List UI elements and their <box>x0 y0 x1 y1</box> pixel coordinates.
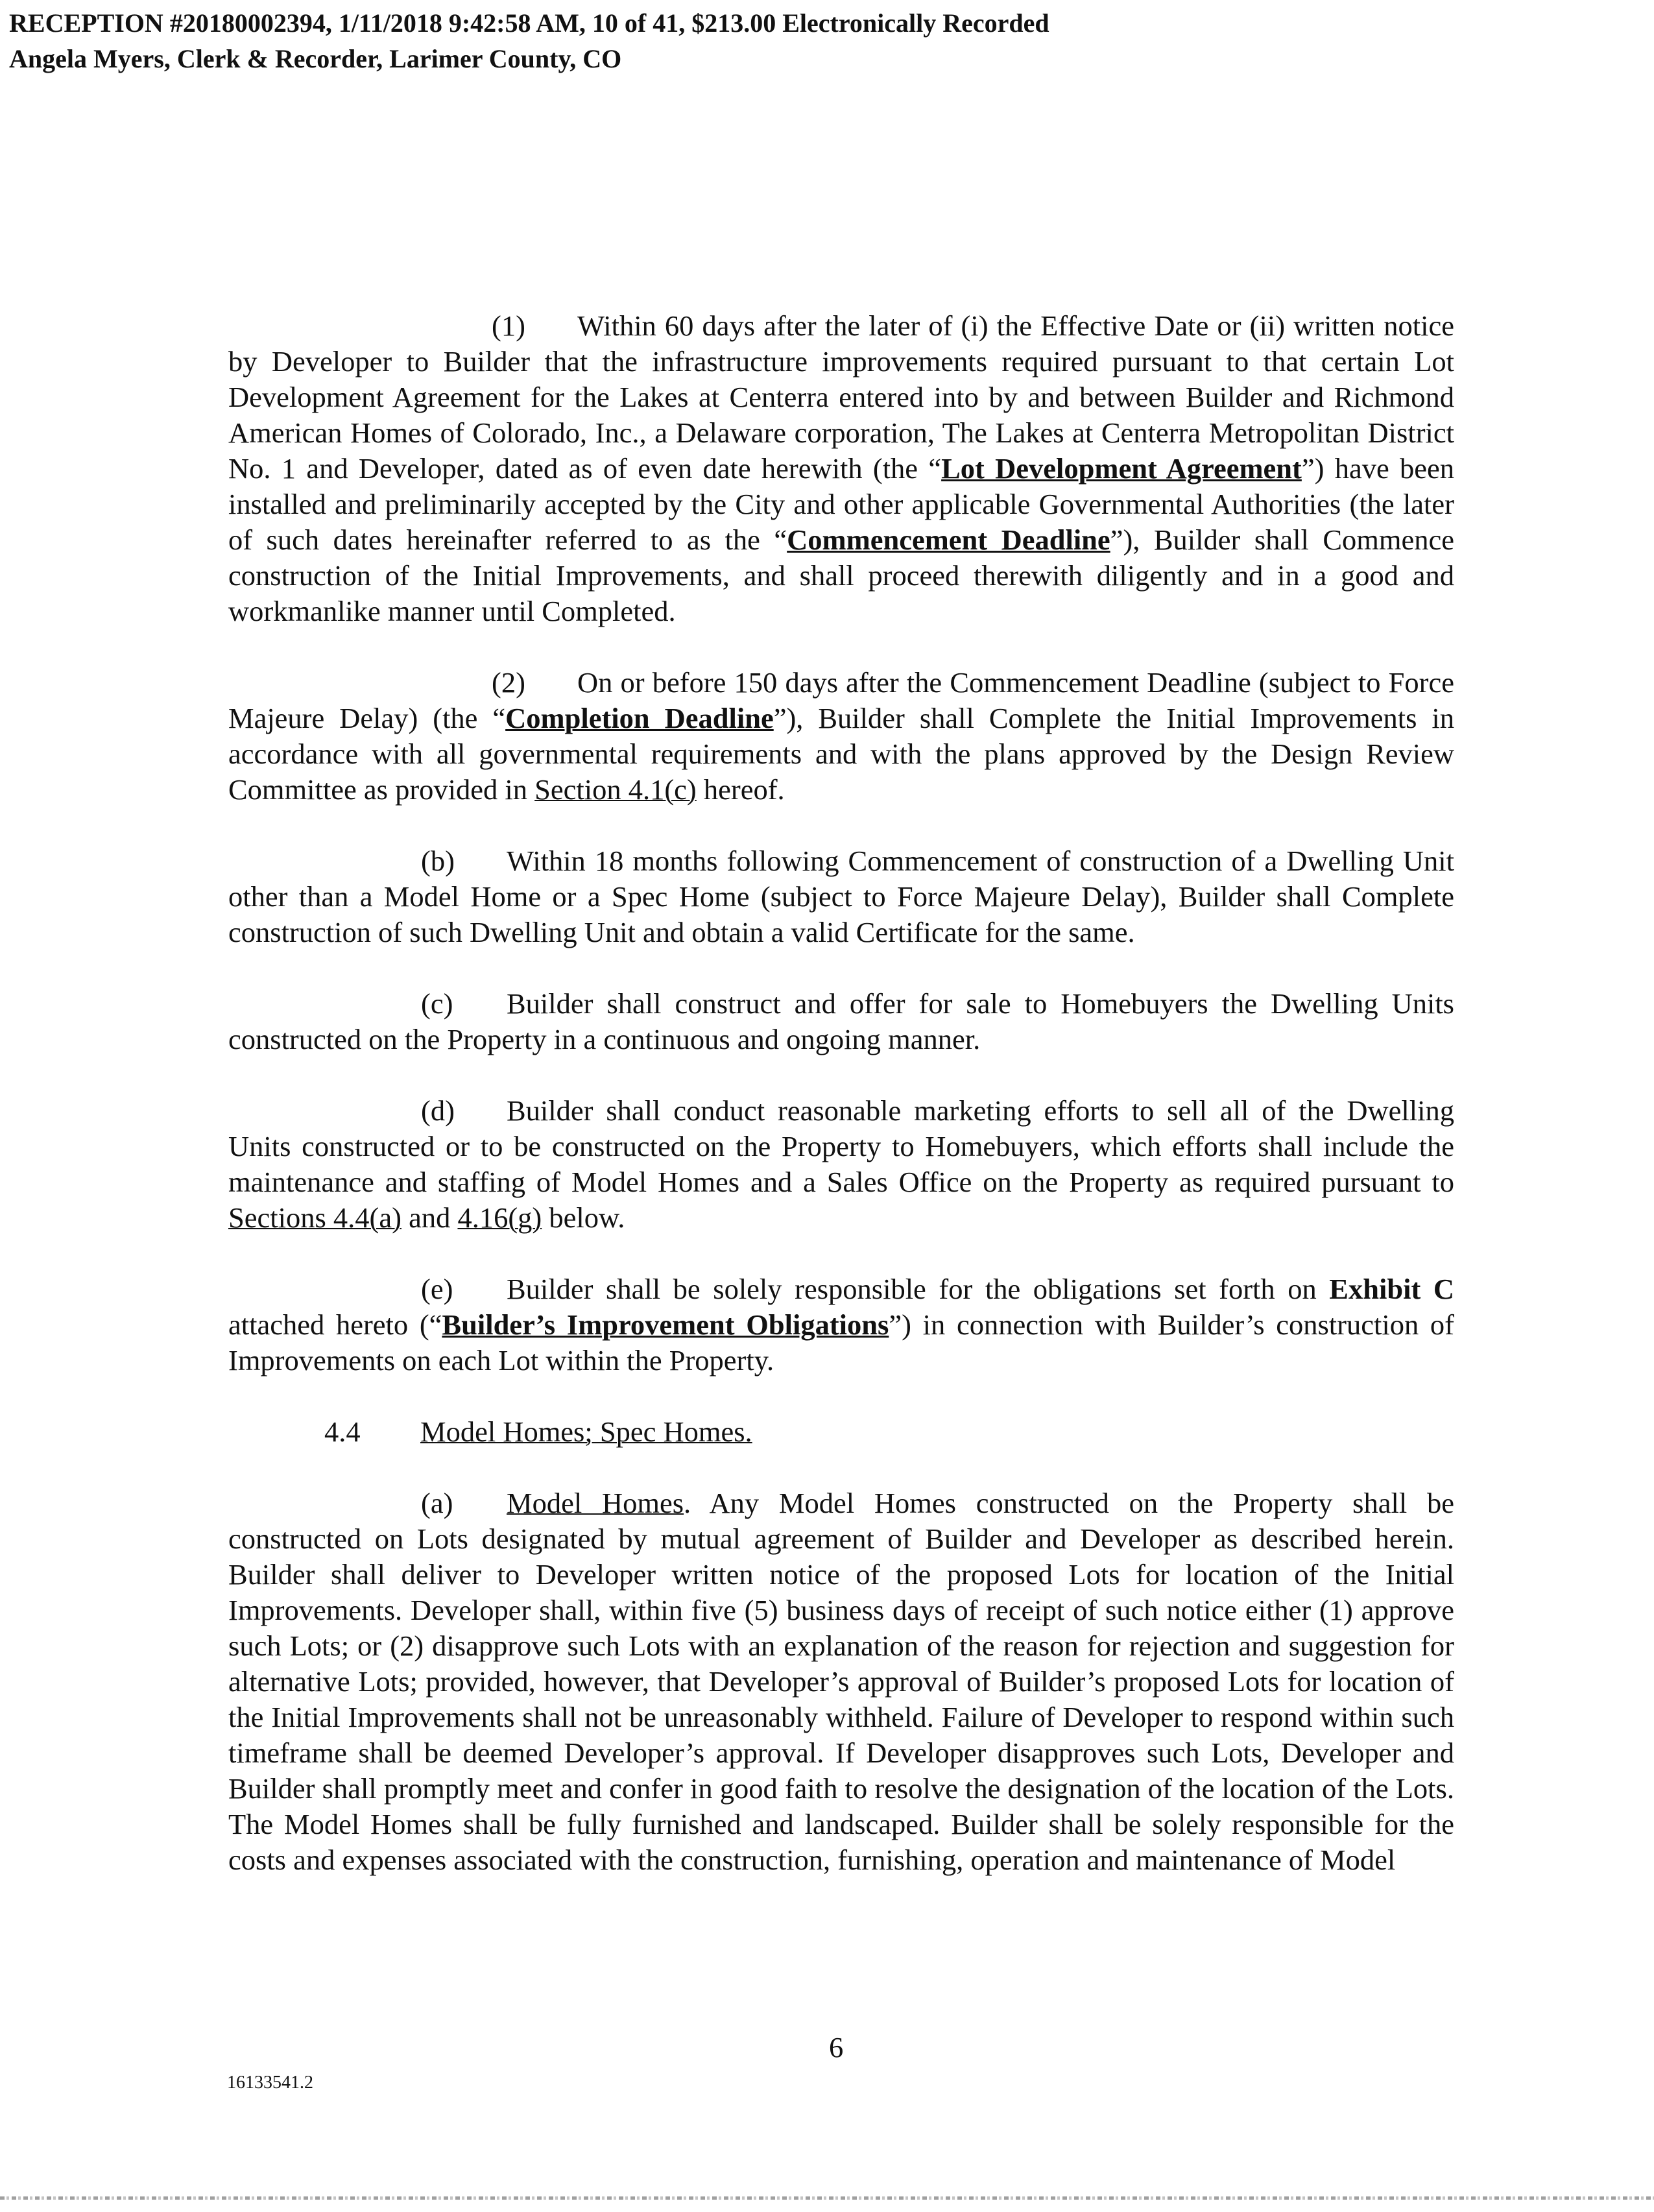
paragraph-label: (b) <box>421 845 455 877</box>
paragraph-label: (1) <box>492 309 525 342</box>
page-number: 6 <box>829 2031 844 2063</box>
defined-term: Builder’s Improvement Obligations <box>442 1308 889 1341</box>
paragraph-label: (c) <box>421 987 453 1020</box>
paragraph-label: (e) <box>421 1273 453 1305</box>
recording-header-line-1: RECEPTION #20180002394, 1/11/2018 9:42:58 AM, 10 of 41, $213.00 Electronically Recorded <box>9 8 1049 38</box>
defined-term: Completion Deadline <box>505 702 774 734</box>
paragraph-b: (b) Within 18 months following Commencement of construction of a Dwelling Unit other than a Model Home or a Spec Home (subject to Force Majeure Delay), Builder shall Complete construction of such Dwelling Unit and obtain a valid Certificate for the same. <box>228 845 1454 948</box>
paragraph-d: (d) Builder shall conduct reasonable marketing efforts to sell all of the Dwelling Units constructed or to be constructed on the Property to Homebuyers, which efforts shall include the maintenance and staffing of Model Homes and a Sales Office on the Property as required pursuant to Sections 4.4(a) and 4.16(g) below. <box>228 1094 1454 1234</box>
section-reference: Section 4.1(c) <box>534 773 697 806</box>
paragraph-a-2: (2) On or before 150 days after the Commencement Deadline (subject to Force Majeure Delay) (the “Completion Deadline”), Builder shall Complete the Initial Improvements in accordance with all governmental requirements and with the plans approved by the Design Review Committee as provided in Section 4.1(c) hereof. <box>228 666 1454 806</box>
scan-artifact-line <box>0 2196 1654 2200</box>
paragraph-label: (a) <box>421 1487 453 1519</box>
section-reference: Sections 4.4(a) <box>228 1201 402 1234</box>
document-body <box>228 308 1454 1914</box>
document-number: 16133541.2 <box>227 2073 313 2093</box>
exhibit-reference: Exhibit C <box>1329 1273 1454 1305</box>
paragraph-c: (c) Builder shall construct and offer for sale to Homebuyers the Dwelling Units constructed on the Property in a continuous and ongoing manner. <box>228 987 1454 1055</box>
paragraph-label: (2) <box>492 666 525 699</box>
defined-term: Commencement Deadline <box>787 523 1110 556</box>
section-number: 4.4 <box>324 1415 361 1448</box>
recording-header-line-2: Angela Myers, Clerk & Recorder, Larimer County, CO <box>9 44 622 73</box>
subsection-title: Model Homes <box>507 1487 684 1519</box>
section-4-4-heading <box>228 1414 1454 1450</box>
paragraph-a-1: (1) Within 60 days after the later of (i) the Effective Date or (ii) written notice by Developer to Builder that the infrastructure improvements required pursuant to that certain Lot Development Agreement for the Lakes at Centerra entered into by and between Builder and Richmond American Homes of Colorado, Inc., a Delaware corporation, The Lakes at Centerra Metropolitan District No. 1 and Developer, dated as of even date herewith (the “Lot Development Agreement”) have been installed and preliminarily accepted by the City and other applicable Governmental Authorities (the later of such dates hereinafter referred to as the “Commencement Deadline”), Builder shall Commence construction of the Initial Improvements, and shall proceed therewith diligently and in a good and workmanlike manner until Completed. <box>228 309 1455 627</box>
section-title: Model Homes; Spec Homes. <box>420 1415 752 1448</box>
section-reference: 4.16(g) <box>457 1201 542 1234</box>
paragraph-e: (e) Builder shall be solely responsible for the obligations set forth on Exhibit C attached hereto (“Builder’s Improvement Obligations”) in connection with Builder’s construction of Improvements on each Lot within the Property. <box>228 1273 1454 1376</box>
defined-term: Lot Development Agreement <box>941 452 1302 485</box>
recording-header <box>9 5 1049 77</box>
paragraph-4-4-a: (a) Model Homes. Any Model Homes constructed on the Property shall be constructed on Lots designated by mutual agreement of Builder and Developer as described herein. Builder shall deliver to Developer written notice of the proposed Lots for location of the Initial Improvements. Developer shall, within five (5) business days of receipt of such notice either (1) approve such Lots; or (2) disapprove such Lots with an explanation of the reason for rejection and suggestion for alternative Lots; provided, however, that Developer’s approval of Builder’s proposed Lots for location of the Initial Improvements shall not be unreasonably withheld. Failure of Developer to respond within such timeframe shall be deemed Developer’s approval. If Developer disapproves such Lots, Developer and Builder shall promptly meet and confer in good faith to resolve the designation of the location of the Lots. The Model Homes shall be fully furnished and landscaped. Builder shall be solely responsible for the costs and expenses associated with the construction, furnishing, operation and maintenance of Model <box>228 1487 1454 1876</box>
paragraph-label: (d) <box>421 1094 455 1127</box>
